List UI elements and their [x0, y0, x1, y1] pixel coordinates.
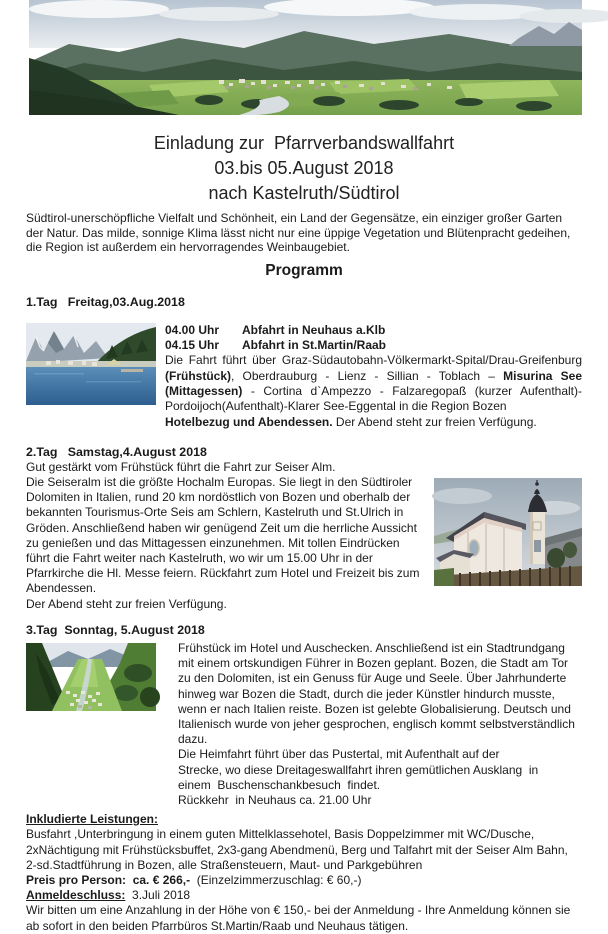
route-text-bold-breakfast: (Frühstück) [165, 368, 231, 383]
day3-row [26, 641, 582, 808]
day2-first-line: Gut gestärkt vom Frühstück führt die Fahrt zur Seiser Alm. [26, 459, 336, 474]
church-photo-graphic [434, 478, 582, 586]
day1-text [165, 323, 582, 430]
panorama-photo-graphic [29, 0, 582, 115]
day1-heading: 1.Tag Freitag,03.Aug.2018 [26, 294, 185, 309]
day1-evening-line [165, 415, 582, 430]
lake-photo-graphic [26, 323, 156, 405]
price-label: Preis pro Person: ca. € 266,- [26, 872, 194, 887]
included-line-1: Busfahrt ,Unterbringung in einem guten Mittelklassehotel, Basis Doppelzimmer mit WC/Dusche, [26, 827, 535, 842]
day3-return-line: Rückkehr in Neuhaus ca. 21.00 Uhr [178, 792, 372, 807]
deadline-value: 3.Juli 2018 [125, 888, 191, 903]
included-heading: Inkludierte Leistungen: [26, 812, 159, 827]
schedule-row-2 [165, 338, 582, 353]
day1-route-paragraph [165, 353, 582, 414]
included-line-2: 2xNächtigung mit Frühstücksbuffet, 2x3-gang Abendmenü, Berg und Talfahrt mit der Seiser Alm Bahn, [26, 842, 568, 857]
included-section [26, 812, 582, 934]
day3-heading: 3.Tag Sonntag, 5.August 2018 [26, 622, 205, 637]
panorama-photo [29, 0, 582, 115]
route-text-3: - Cortina d`Ampezzo - Falzaregopaß (kurzer Aufenthalt)-Pordoijoch(Aufenthalt)-Klarer See-Eggental in die Region Bozen [165, 383, 582, 414]
day1-section [26, 323, 582, 430]
day2-section [26, 445, 582, 612]
day1-evening-bold: Hotelbezug und Abendessen. [165, 414, 333, 429]
departure-time-1: 04.00 Uhr [165, 322, 220, 337]
day1-evening-rest: Der Abend steht zur freien Verfügung. [332, 414, 537, 429]
price-line [26, 873, 582, 888]
route-text-2: , Oberdrauburg - Lienz - Sillian - Toblach – [231, 368, 504, 383]
document-title [26, 131, 582, 206]
price-surcharge: (Einzelzimmerzuschlag: € 60,-) [193, 872, 362, 887]
title-line-3: nach Kastelruth/Südtirol [208, 183, 400, 203]
day2-heading: 2.Tag Samstag,4.August 2018 [26, 444, 207, 459]
deadline-label: Anmeldeschluss: [26, 888, 126, 903]
closing-paragraph: Wir bitten um eine Anzahlung in der Höhe von € 150,- bei der Anmeldung - Ihre Anmeldung können sie ab sofort in den beiden Pfarrbüros St.Martin/Raab und Neuhaus tätigen. [26, 903, 571, 933]
day3-home-line-1: Die Heimfahrt führt über das Pustertal, mit Aufenthalt auf der [178, 747, 500, 762]
day2-body-wrap [26, 475, 582, 612]
departure-time-2: 04.15 Uhr [165, 338, 220, 353]
title-line-1: Einladung zur Pfarrverbandswallfahrt [153, 133, 455, 153]
day2-last-line: Der Abend steht zur freien Verfügung. [26, 596, 227, 611]
day3-body-paragraph: Frühstück im Hotel und Auschecken. Anschließend ist ein Stadtrundgang mit einem ortskundigen Führer in Bozen geplant. Bozen, die Stadt am Tor zu den Dolomiten, ist ein Genuss für Auge und Seele. Über Jahrhunderte hinweg war Bozen die Stadt, durch die jeder Künstler hindurch musste, wenn er nach Italien reiste. Bozen ist gelebte Globalisierung. Deutsch und Italienisch wurde von jeher gesprochen, englisch kommt selbstverständlich dazu. [178, 640, 575, 747]
departure-event-1: Abfahrt in Neuhaus a.Klb [242, 322, 386, 337]
day3-text [178, 641, 582, 808]
valley-photo-graphic [26, 643, 156, 711]
day3-valley-photo [26, 643, 156, 711]
day2-church-photo [434, 478, 582, 586]
departure-event-2: Abfahrt in St.Martin/Raab [242, 338, 387, 353]
included-line-3: 2-sd.Stadtführung in Bozen, alle Straßensteuern, Maut- und Parkgebühren [26, 857, 423, 872]
day3-home-line-3: einem Buschenschankbesuch findet. [178, 777, 381, 792]
deadline-line [26, 888, 582, 903]
program-heading: Programm [265, 261, 343, 279]
route-text-1: Die Fahrt führt über Graz-Südautobahn-Völkermarkt-Spital/Drau-Greifenburg [165, 353, 582, 368]
day1-lake-photo [26, 323, 156, 405]
day3-home-line-2: Strecke, wo diese Dreitageswallfahrt ihren gemütlichen Ausklang in [178, 762, 539, 777]
title-line-2: 03.bis 05.August 2018 [214, 158, 394, 178]
intro-paragraph: Südtirol-unerschöpfliche Vielfalt und Schönheit, ein Land der Gegensätze, ein einziger großer Garten der Natur. Das milde, sonnige Klima lässt nicht nur eine üppige Vegetation und Blütenpracht gedeihen, die Region ist außerdem ein hervorragendes Weinbaugebiet. [26, 211, 571, 255]
document-body [26, 115, 582, 934]
schedule-row-1 [165, 323, 582, 338]
route-text-bold-lunch: Misurina See (Mittagessen) [165, 368, 583, 398]
day3-section [26, 623, 582, 808]
day2-body-paragraph: Die Seiseralm ist die größte Hochalm Europas. Sie liegt in den Südtiroler Dolomiten in Italien, rund 20 km nordöstlich von Bozen und oberhalb der bekannten Tourismus-Orte Seis am Schlern, Kastelruth und St.Ulrich in Gröden. Anschließend haben wir genügend Zeit um die herrliche Aussicht zu genießen und das Mittagessen einzunehmen. Mit tollen Eindrücken führt die Fahrt weiter nach Kastelruth, wo wir um 15.00 Uhr in der Pfarrkirche die Hl. Messe feiern. Rückfahrt zum Hotel und Freizeit bis zum Abendessen. [26, 475, 420, 596]
